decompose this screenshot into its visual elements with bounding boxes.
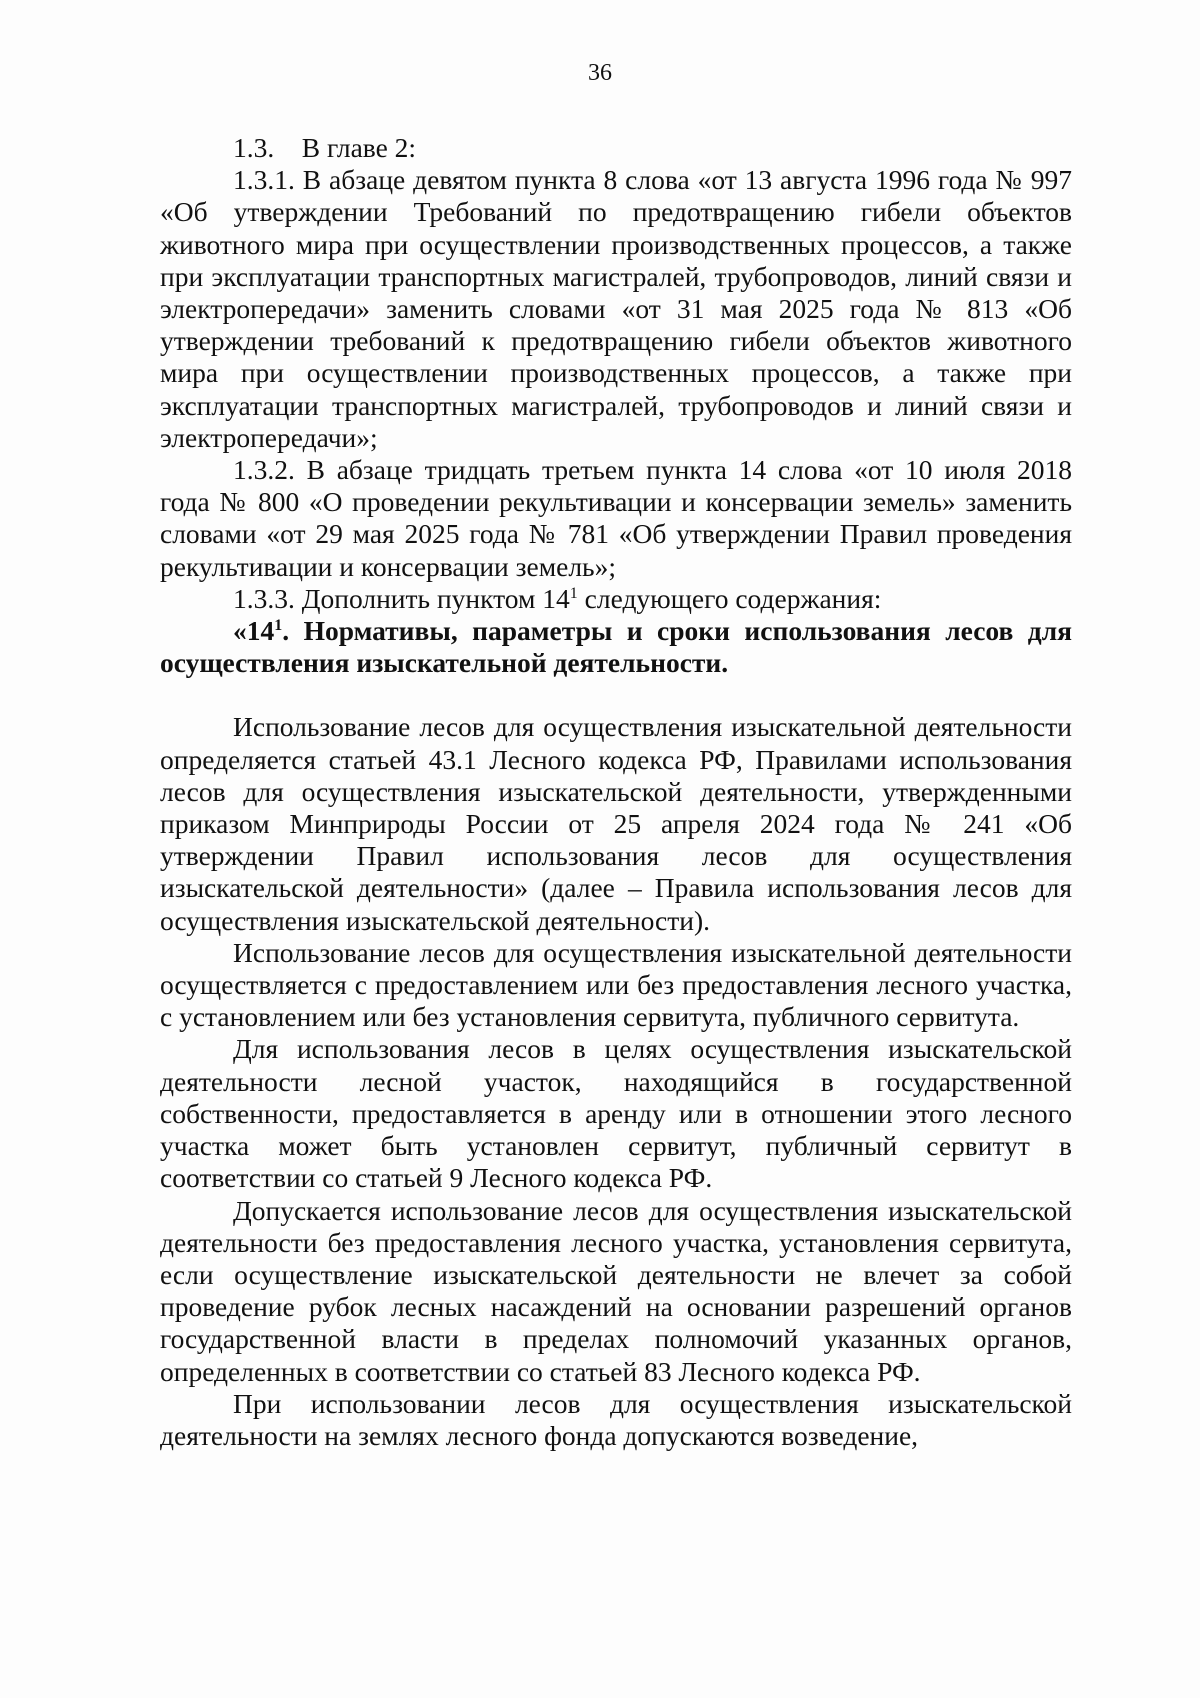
document-body — [160, 132, 1072, 1452]
superscript: 1 — [569, 584, 578, 602]
paragraph-usage-definition: Использование лесов для осуществления изыскательной деятельности определяется статьей 43.1 Лесного кодекса РФ, Правилами использования лесов для осуществления изыскательской деятельности, утвержденными приказом Минприроды России от 25 апреля 2024 года № 241 «Об утверждении Правил использования лесов для осуществления изыскательской деятельности» (далее – Правила использования лесов для осуществления изыскательской деятельности). — [160, 711, 1072, 936]
heading-number: «14 — [233, 615, 275, 647]
paragraph-1-3-1: 1.3.1. В абзаце девятом пункта 8 слова «от 13 августа 1996 года № 997 «Об утверждении Требований по предотвращению гибели объектов животного мира при осуществлении производственных процессов, а также при эксплуатации транспортных магистралей, трубопроводов, линий связи и электропередачи» заменить словами «от 31 мая 2025 года № 813 «Об утверждении требований к предотвращению гибели объектов животного мира при осуществлении производственных процессов, а также при эксплуатации транспортных магистралей, трубопроводов и линий связи и электропередачи»; — [160, 164, 1072, 453]
paragraph-without-plot: Допускается использование лесов для осуществления изыскательской деятельности без предоставления лесного участка, установления сервитута, если осуществление изыскательской деятельности не влечет за собой проведение рубок лесных насаждений на основании разрешений органов государственной власти в пределах полномочий указанных органов, определенных в соответствии со статьей 83 Лесного кодекса РФ. — [160, 1194, 1072, 1387]
page-number: 36 — [588, 60, 612, 86]
section-heading — [160, 615, 1072, 679]
paragraph-construction: При использовании лесов для осуществления изыскательской деятельности на землях лесного фонда допускаются возведение, — [160, 1387, 1072, 1451]
paragraph-usage-modes: Использование лесов для осуществления изыскательной деятельности осуществляется с предоставлением или без предоставления лесного участка, с установлением или без установления сервитута, публичного сервитута. — [160, 936, 1072, 1033]
heading-text: . Нормативы, параметры и сроки использования лесов для осуществления изыскательной деятельности. — [160, 615, 1072, 679]
paragraph-1-3-2: 1.3.2. В абзаце тридцать третьем пункта 14 слова «от 10 июля 2018 года № 800 «О проведении рекультивации и консервации земель» заменить словами «от 29 мая 2025 года № 781 «Об утверждении Правил проведения рекультивации и консервации земель»; — [160, 454, 1072, 582]
paragraph-1-3-3-tail: следующего содержания: — [577, 582, 882, 614]
heading-superscript: 1 — [274, 616, 283, 634]
paragraph-1-3-3 — [160, 583, 1072, 615]
paragraph-lease: Для использования лесов в целях осуществления изыскательской деятельности лесной участок, находящийся в государственной собственности, предоставляется в аренду или в отношении этого лесного участка может быть установлен сервитут, публичный сервитут в соответствии со статьей 9 Лесного кодекса РФ. — [160, 1033, 1072, 1194]
paragraph-1-3-3-text: 1.3.3. Дополнить пунктом 14 — [233, 582, 570, 614]
paragraph-1-3: 1.3. В главе 2: — [233, 132, 417, 163]
